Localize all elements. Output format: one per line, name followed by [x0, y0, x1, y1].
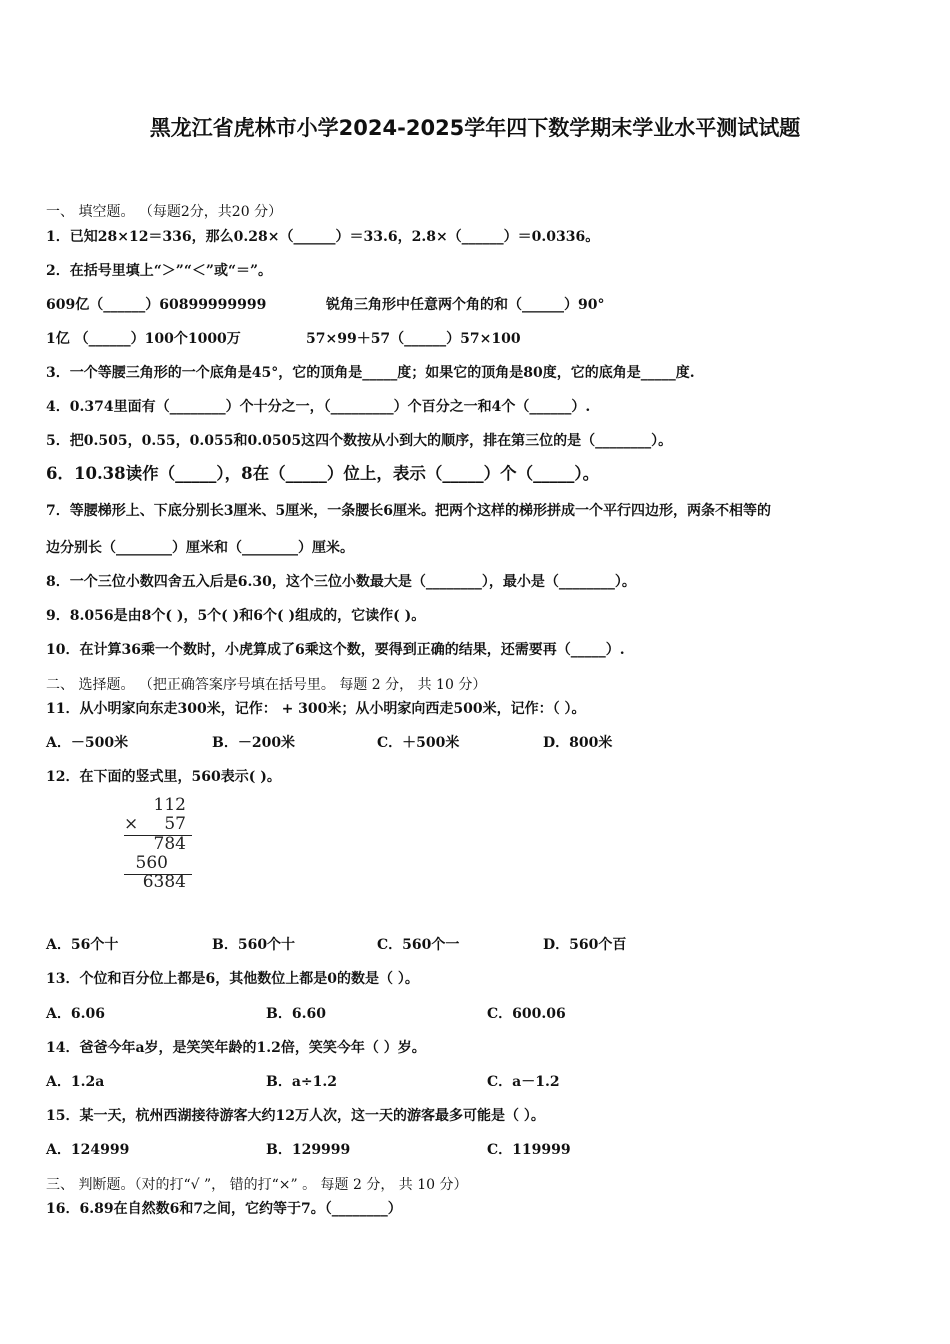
question-10: 10．在计算36乘一个数时，小虎算成了6乘这个数，要得到正确的结果，还需要再（_____）. [46, 642, 625, 658]
q12-option-b: B．560个十 [212, 937, 296, 953]
q11-option-c: C．＋500米 [377, 735, 460, 751]
question-2d: 57×99＋57（______）57×100 [306, 331, 521, 347]
q12-option-c: C．560个一 [377, 937, 460, 953]
question-4: 4．0.374里面有（________）个十分之一，（_________）个百分之一和4个（______）. [46, 399, 591, 415]
question-1: 1．已知28×12＝336，那么0.28×（______）＝33.6，2.8×（______）＝0.0336。 [46, 229, 600, 245]
calc-times-sign: × [124, 814, 139, 834]
question-8: 8．一个三位小数四舍五入后是6.30，这个三位小数最大是（________），最小是（________）。 [46, 574, 636, 590]
vertical-multiplication [122, 796, 194, 896]
question-7-line2: 边分别长（________）厘米和（________）厘米。 [46, 540, 354, 556]
q13-option-a: A．6.06 [46, 1006, 105, 1022]
q15-option-c: C．119999 [487, 1142, 571, 1158]
question-11: 11．从小明家向东走300米，记作： + 300米；从小明家向西走500米，记作：（ ）。 [46, 701, 586, 717]
question-2a: 609亿（______）60899999999 [46, 297, 267, 313]
question-15: 15．某一天，杭州西湖接待游客大约12万人次，这一天的游客最多可能是（ ）。 [46, 1108, 545, 1124]
question-12: 12．在下面的竖式里，560表示( )。 [46, 769, 281, 785]
section-judge-heading: 三、 判断题。（对的打“√ ”， 错的打“×” 。 每题 2 分， 共 10 分） [46, 1177, 468, 1193]
question-3: 3．一个等腰三角形的一个底角是45°，它的顶角是_____度；如果它的顶角是80度，它的底角是_____度. [46, 365, 695, 381]
q13-option-b: B．6.60 [266, 1006, 326, 1022]
q12-option-d: D．560个百 [543, 937, 627, 953]
calc-partial-1: 784 [153, 834, 186, 854]
question-16: 16．6.89在自然数6和7之间，它约等于7。（________） [46, 1201, 402, 1217]
calc-total: 6384 [142, 872, 186, 892]
calc-multiplier: 57 [164, 814, 186, 834]
question-2: 2．在括号里填上“＞”“＜”或“＝”。 [46, 263, 273, 279]
calc-multiplicand: 112 [153, 795, 186, 815]
question-9: 9．8.056是由8个( )，5个( )和6个( )组成的，它读作( )。 [46, 608, 426, 624]
section-choice-heading: 二、 选择题。 （把正确答案序号填在括号里。 每题 2 分， 共 10 分） [46, 677, 487, 693]
question-7-line1: 7．等腰梯形上、下底分别长3厘米、5厘米，一条腰长6厘米。把两个这样的梯形拼成一个平行四边形，两条不相等的 [46, 503, 771, 519]
section-fill-heading: 一、 填空题。 （每题2分，共20 分） [46, 204, 283, 220]
calc-partial-2: 560 [135, 853, 168, 873]
question-2b: 锐角三角形中任意两个角的和（______）90° [326, 297, 605, 313]
question-6: 6．10.38读作（_____），8在（_____）位上，表示（_____）个（_____）。 [46, 464, 600, 483]
question-13: 13．个位和百分位上都是6，其他数位上都是0的数是（ ）。 [46, 971, 419, 987]
q14-option-a: A．1.2a [46, 1074, 105, 1090]
question-5: 5．把0.505，0.55，0.055和0.0505这四个数按从小到大的顺序，排在第三位的是（________）。 [46, 433, 673, 449]
q15-option-b: B．129999 [266, 1142, 351, 1158]
page-title: 黑龙江省虎林市小学2024-2025学年四下数学期末学业水平测试试题 [149, 116, 801, 140]
question-2c: 1亿 （______）100个1000万 [46, 331, 241, 347]
q15-option-a: A．124999 [46, 1142, 130, 1158]
q13-option-c: C．600.06 [487, 1006, 566, 1022]
question-14: 14．爸爸今年a岁，是笑笑年龄的1.2倍，笑笑今年（ ）岁。 [46, 1040, 426, 1056]
q11-option-d: D．800米 [543, 735, 613, 751]
q14-option-c: C．a－1.2 [487, 1074, 560, 1090]
q11-option-a: A．－500米 [46, 735, 129, 751]
q14-option-b: B．a÷1.2 [266, 1074, 337, 1090]
q12-option-a: A．56个十 [46, 937, 119, 953]
q11-option-b: B．－200米 [212, 735, 296, 751]
